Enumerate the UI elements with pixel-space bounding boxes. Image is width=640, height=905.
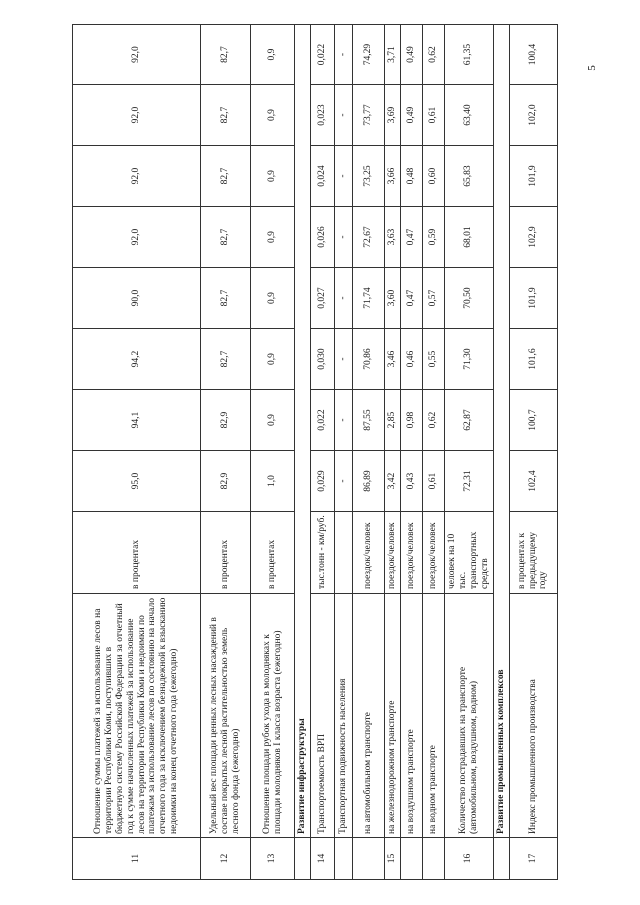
value-cell: 3,60	[384, 268, 400, 329]
value-cell: 0,57	[422, 268, 444, 329]
table-row	[251, 25, 295, 880]
value-cell: 0,61	[422, 85, 444, 146]
row-number: 11	[73, 838, 201, 880]
row-number	[334, 838, 352, 880]
indicator-name: Транспортная подвижность населения	[334, 594, 352, 838]
row-number: 13	[251, 838, 295, 880]
value-cell: 87,55	[352, 390, 384, 451]
value-cell: 0,022	[310, 390, 334, 451]
row-number	[422, 838, 444, 880]
value-cell: 0,024	[310, 146, 334, 207]
value-cell: 0,9	[251, 329, 295, 390]
value-cell: 0,43	[400, 451, 422, 512]
value-cell: 71,30	[444, 329, 493, 390]
table-row	[422, 25, 444, 880]
page-number: 5	[585, 65, 598, 71]
row-number: 17	[509, 838, 557, 880]
value-cell: 101,6	[509, 329, 557, 390]
value-cell: 92,0	[73, 207, 201, 268]
value-cell: 0,49	[400, 25, 422, 85]
value-cell: 82,9	[201, 451, 251, 512]
table-row	[73, 25, 201, 880]
table-row	[352, 25, 384, 880]
value-cell: 0,62	[422, 25, 444, 85]
value-cell: 0,60	[422, 146, 444, 207]
value-cell: 90,0	[73, 268, 201, 329]
value-cell: 0,49	[400, 85, 422, 146]
value-cell: 0,027	[310, 268, 334, 329]
indicator-name: Количество пострадавших на транспорте (автомобильном, воздушном, водном)	[444, 594, 493, 838]
value-cell: 3,63	[384, 207, 400, 268]
row-number: 15	[384, 838, 400, 880]
indicator-name: Удельный вес площади ценных лесных насаждений в составе покрытых лесной растительностью земель лесного фонда (ежегодно)	[201, 594, 251, 838]
section-title: Развитие инфраструктуры	[295, 25, 311, 838]
value-cell: 0,9	[251, 85, 295, 146]
value-cell: -	[334, 207, 352, 268]
value-cell: -	[334, 451, 352, 512]
value-cell: 102,0	[509, 85, 557, 146]
table-row	[400, 25, 422, 880]
value-cell: 0,98	[400, 390, 422, 451]
value-cell: 72,67	[352, 207, 384, 268]
value-cell: 0,59	[422, 207, 444, 268]
value-cell: 0,47	[400, 207, 422, 268]
section-title: Развитие промышленных комплексов	[493, 25, 509, 838]
value-cell: 95,0	[73, 451, 201, 512]
value-cell: -	[334, 329, 352, 390]
value-cell: 0,55	[422, 329, 444, 390]
value-cell: 62,87	[444, 390, 493, 451]
table-row	[444, 25, 493, 880]
value-cell: -	[334, 25, 352, 85]
row-number	[400, 838, 422, 880]
value-cell: 82,7	[201, 329, 251, 390]
indicator-name: Транспортоемкость ВРП	[310, 594, 334, 838]
unit-cell: в процентах	[251, 512, 295, 594]
value-cell: -	[334, 85, 352, 146]
table-row	[310, 25, 334, 880]
value-cell: -	[334, 390, 352, 451]
value-cell: 0,023	[310, 85, 334, 146]
value-cell: -	[334, 268, 352, 329]
value-cell: 0,029	[310, 451, 334, 512]
value-cell: 68,01	[444, 207, 493, 268]
unit-cell: в процентах	[73, 512, 201, 594]
section-row	[295, 25, 311, 880]
indicator-name: на автомобильном транспорте	[352, 594, 384, 838]
unit-cell: человек на 10 тыс. транспортных средств	[444, 512, 493, 594]
value-cell: 0,9	[251, 146, 295, 207]
value-cell: 0,022	[310, 25, 334, 85]
table-row	[384, 25, 400, 880]
unit-cell: в процентах к предыдущему году	[509, 512, 557, 594]
unit-cell: поездок/человек	[352, 512, 384, 594]
value-cell: 100,4	[509, 25, 557, 85]
indicator-name: на водном транспорте	[422, 594, 444, 838]
value-cell: 82,7	[201, 25, 251, 85]
value-cell: 3,69	[384, 85, 400, 146]
value-cell: 61,35	[444, 25, 493, 85]
value-cell: 102,4	[509, 451, 557, 512]
row-number	[493, 838, 509, 880]
value-cell: 0,48	[400, 146, 422, 207]
value-cell: 3,71	[384, 25, 400, 85]
unit-cell: в процентах	[201, 512, 251, 594]
row-number: 16	[444, 838, 493, 880]
value-cell: 0,61	[422, 451, 444, 512]
unit-cell: поездок/человек	[400, 512, 422, 594]
value-cell: 70,86	[352, 329, 384, 390]
indicator-name: Индекс промышленного производства	[509, 594, 557, 838]
value-cell: 73,77	[352, 85, 384, 146]
value-cell: 71,74	[352, 268, 384, 329]
row-number: 14	[310, 838, 334, 880]
indicators-table	[72, 24, 558, 880]
value-cell: 72,31	[444, 451, 493, 512]
rotated-table-wrapper	[72, 24, 550, 880]
value-cell: 82,7	[201, 207, 251, 268]
value-cell: 0,026	[310, 207, 334, 268]
value-cell: 102,9	[509, 207, 557, 268]
value-cell: 92,0	[73, 25, 201, 85]
value-cell: 86,89	[352, 451, 384, 512]
value-cell: -	[334, 146, 352, 207]
table-row	[509, 25, 557, 880]
value-cell: 3,66	[384, 146, 400, 207]
value-cell: 63,40	[444, 85, 493, 146]
value-cell: 3,42	[384, 451, 400, 512]
value-cell: 65,83	[444, 146, 493, 207]
value-cell: 2,85	[384, 390, 400, 451]
value-cell: 94,1	[73, 390, 201, 451]
indicator-name: Отношение суммы платежей за использование лесов на территории Республики Коми, поступивших в бюджетную систему Российской Федерации за отчетный год к сумме начисленных платежей за использование лесов на территории Республики Коми и недоимки по платежам за использование лесов по состоянию на начало отчетного года за исключением безнадежной к взысканию недоимки на конец отчетного года (ежегодно)	[73, 594, 201, 838]
table-row	[201, 25, 251, 880]
value-cell: 101,9	[509, 268, 557, 329]
value-cell: 0,9	[251, 207, 295, 268]
indicator-name: на воздушном транспорте	[400, 594, 422, 838]
unit-cell: поездок/человек	[384, 512, 400, 594]
value-cell: 0,9	[251, 268, 295, 329]
value-cell: 101,9	[509, 146, 557, 207]
value-cell: 0,47	[400, 268, 422, 329]
value-cell: 1,0	[251, 451, 295, 512]
value-cell: 100,7	[509, 390, 557, 451]
value-cell: 0,62	[422, 390, 444, 451]
row-number	[295, 838, 311, 880]
value-cell: 0,46	[400, 329, 422, 390]
value-cell: 82,7	[201, 85, 251, 146]
indicator-name: Отношение площади рубок ухода в молодняках к площади молодняков I класса возраста (ежегодно)	[251, 594, 295, 838]
unit-cell: поездок/человек	[422, 512, 444, 594]
row-number	[352, 838, 384, 880]
table-row	[334, 25, 352, 880]
value-cell: 92,0	[73, 146, 201, 207]
value-cell: 73,25	[352, 146, 384, 207]
value-cell: 74,29	[352, 25, 384, 85]
value-cell: 92,0	[73, 85, 201, 146]
value-cell: 94,2	[73, 329, 201, 390]
value-cell: 82,7	[201, 268, 251, 329]
unit-cell	[334, 512, 352, 594]
value-cell: 70,50	[444, 268, 493, 329]
section-row	[493, 25, 509, 880]
unit-cell: тыс.тонн - км/руб.	[310, 512, 334, 594]
value-cell: 3,46	[384, 329, 400, 390]
indicator-name: на железнодорожном транспорте	[384, 594, 400, 838]
value-cell: 0,030	[310, 329, 334, 390]
value-cell: 0,9	[251, 390, 295, 451]
row-number: 12	[201, 838, 251, 880]
value-cell: 82,7	[201, 146, 251, 207]
value-cell: 82,9	[201, 390, 251, 451]
value-cell: 0,9	[251, 25, 295, 85]
